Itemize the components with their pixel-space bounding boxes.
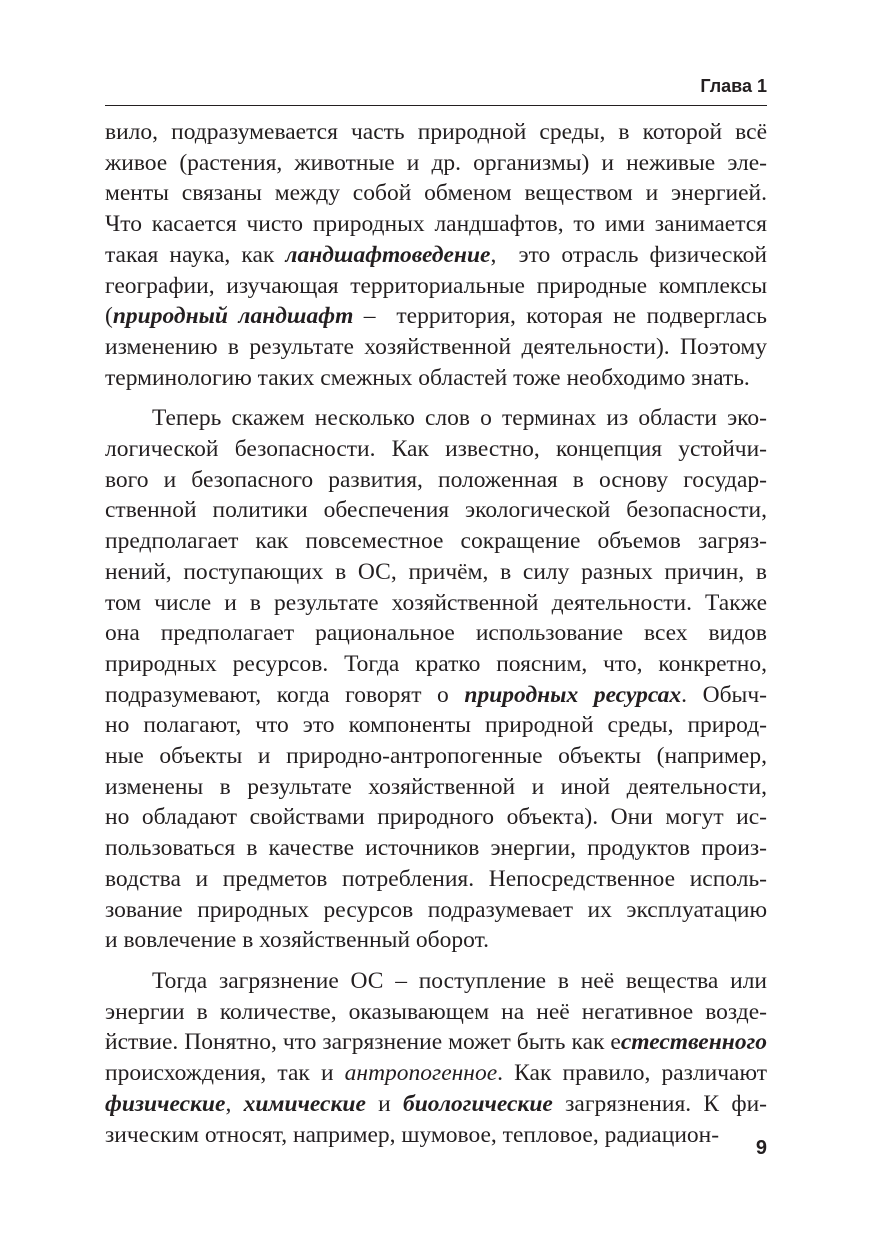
text-run: йствие. Понятно, что загрязнение может быть как е xyxy=(105,1029,621,1056)
text-run: , xyxy=(225,1090,244,1117)
text-run: вило, подразумевается часть природной среды, в которой всё xyxy=(105,119,767,145)
text-run: логической безопасности. Как известно, концепция устойчи- xyxy=(105,436,767,463)
text-line xyxy=(105,649,767,680)
text-run: она предполагает рациональное использование всех видов xyxy=(105,620,767,647)
text-run: энергии в количестве, оказывающем на неё негативное возде- xyxy=(105,998,767,1025)
text-run: предполагает как повсеместное сокращение объемов загряз- xyxy=(105,528,767,555)
text-line xyxy=(105,618,767,649)
text-line xyxy=(105,465,767,496)
text-line xyxy=(105,557,767,588)
page-number: 9 xyxy=(755,1137,767,1159)
text-run: живое (растения, животные и др. организмы) и неживые эле- xyxy=(105,149,767,176)
paragraph xyxy=(105,403,767,956)
text-run: том числе и в результате хозяйственной деятельности. Также xyxy=(105,589,767,616)
text-run: водства и предметов потребления. Непосредственное исполь- xyxy=(105,865,767,892)
text-run: , это отрасль физической xyxy=(490,241,767,268)
text-run: и xyxy=(365,1090,404,1117)
text-run: изменению в результате хозяйственной деятельности). Поэтому xyxy=(105,333,767,360)
text-line xyxy=(105,588,767,619)
paragraph xyxy=(105,117,767,393)
text-line xyxy=(105,526,767,557)
text-run: ные объекты и природно-антропогенные объекты (например, xyxy=(105,743,767,770)
text-run: Что касается чисто природных ландшафтов, то ими занимается xyxy=(105,211,767,238)
text-line xyxy=(105,833,767,864)
text-line xyxy=(105,997,767,1028)
text-run: географии, изучающая территориальные природные комплексы xyxy=(105,272,767,299)
text-run: Тогда загрязнение ОС – поступление в неё вещества или xyxy=(152,967,767,994)
text-run: менты связаны между собой обменом веществом и энергией. xyxy=(105,180,767,207)
text-run: но полагают, что это компоненты природной среды, природ- xyxy=(105,712,767,739)
term-bold-italic: стественного xyxy=(620,1029,767,1056)
text-line xyxy=(105,240,767,271)
text-run: но обладают свойствами природного объекта). Они могут ис- xyxy=(105,804,767,831)
text-line xyxy=(105,332,767,363)
text-run: . Как правило, различают xyxy=(497,1060,767,1087)
text-run: подразумевают, когда говорят о xyxy=(105,681,465,708)
text-line xyxy=(105,680,767,711)
term-bold-italic: физические xyxy=(105,1090,226,1117)
chapter-title: Глава 1 xyxy=(700,76,767,96)
term-bold-italic: природный ландшафт xyxy=(112,303,354,330)
text-line xyxy=(105,802,767,833)
text-line xyxy=(105,710,767,741)
text-run: ственной политики обеспечения экологической безопасности, xyxy=(105,497,767,524)
text-line xyxy=(105,209,767,240)
text-run: ( xyxy=(105,303,113,330)
text-line xyxy=(105,1120,767,1151)
text-line xyxy=(105,178,767,209)
text-run: – территория, которая не подверглась xyxy=(353,303,767,330)
text-run: такая наука, как xyxy=(105,241,286,268)
text-line xyxy=(105,1089,767,1120)
text-line xyxy=(105,434,767,465)
text-run: происхождения, так и xyxy=(105,1060,345,1087)
text-line xyxy=(105,1058,767,1089)
term-bold-italic: биологические xyxy=(403,1090,553,1117)
term-italic: антропогенное xyxy=(344,1060,498,1087)
text-run: Теперь скажем несколько слов о терминах из области эко- xyxy=(152,405,767,432)
text-line xyxy=(105,966,767,997)
text-run: природных ресурсов. Тогда кратко поясним, что, конкретно, xyxy=(105,650,767,677)
text-run: нений, поступающих в ОС, причём, в силу разных причин, в xyxy=(105,558,767,585)
text-line xyxy=(105,495,767,526)
text-run: изменены в результате хозяйственной и иной деятельности, xyxy=(105,773,767,800)
text-run: . Обыч- xyxy=(681,681,767,708)
text-line xyxy=(105,403,767,434)
text-run: пользоваться в качестве источников энергии, продуктов произ- xyxy=(105,835,767,862)
text-run: загрязнения. К фи- xyxy=(552,1090,767,1117)
text-line xyxy=(105,741,767,772)
text-line xyxy=(105,148,767,179)
text-run: зическим относят, например, шумовое, тепловое, радиацион- xyxy=(105,1121,720,1148)
text-run: терминологию таких смежных областей тоже необходимо знать. xyxy=(105,364,750,391)
text-line xyxy=(105,1027,767,1058)
text-run: зование природных ресурсов подразумевает их эксплуатацию xyxy=(105,896,767,923)
text-line xyxy=(105,301,767,332)
running-header xyxy=(105,74,767,104)
text-run: вого и безопасного развития, положенная в основу государ- xyxy=(105,466,767,493)
header-rule xyxy=(105,105,767,106)
text-line xyxy=(105,925,767,956)
text-line xyxy=(105,895,767,926)
body-text xyxy=(105,117,767,1150)
text-line xyxy=(105,117,767,148)
text-line xyxy=(105,271,767,302)
term-bold-italic: химические xyxy=(243,1090,366,1117)
text-line xyxy=(105,772,767,803)
term-bold-italic: природных ресурсах xyxy=(464,681,682,708)
text-line xyxy=(105,864,767,895)
term-bold-italic: ландшафтоведение xyxy=(285,241,491,268)
text-run: и вовлечение в хозяйственный оборот. xyxy=(105,927,489,954)
text-line xyxy=(105,363,767,394)
paragraph xyxy=(105,966,767,1150)
